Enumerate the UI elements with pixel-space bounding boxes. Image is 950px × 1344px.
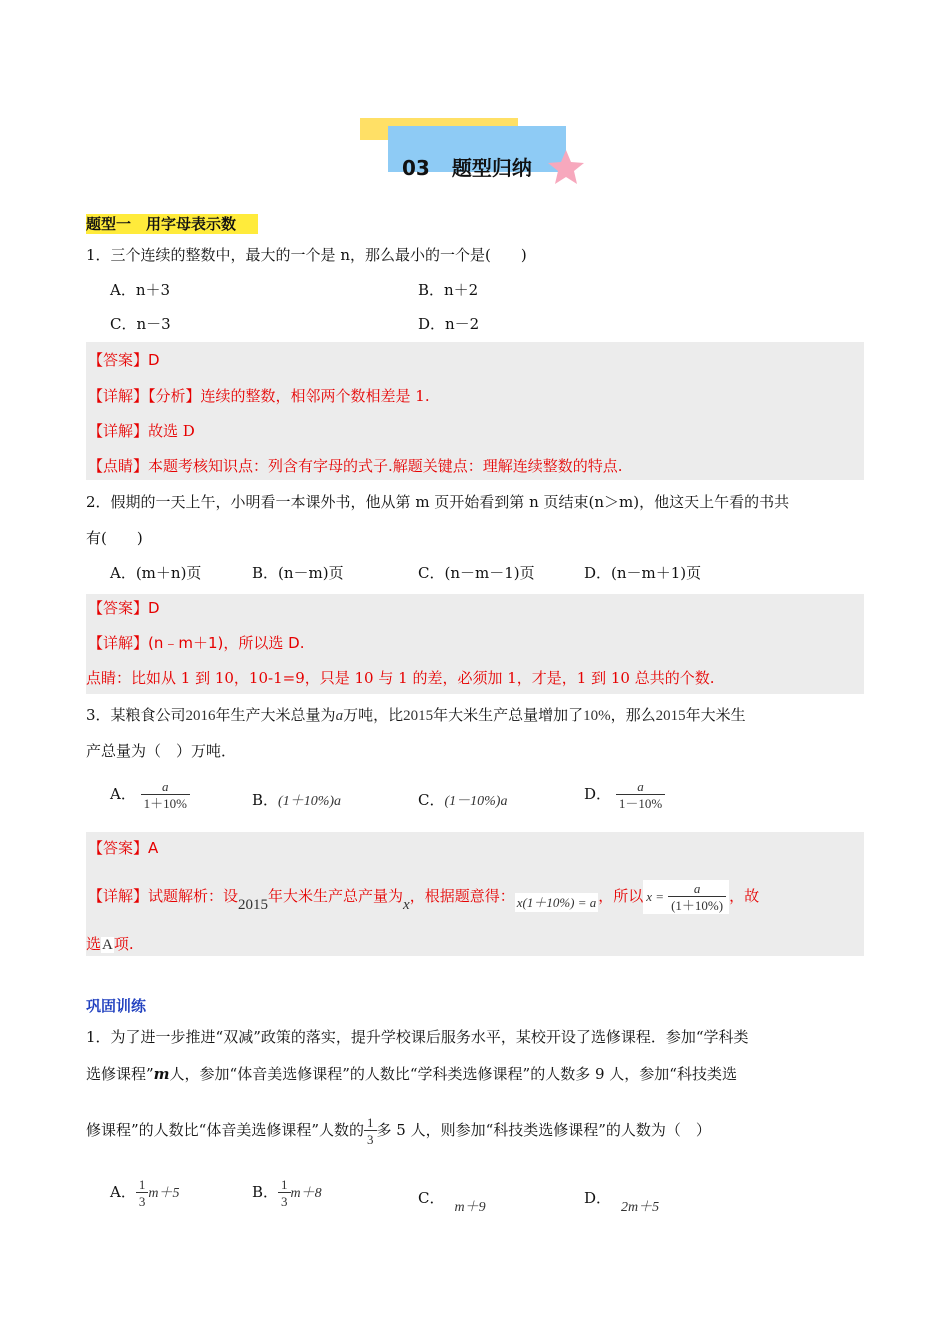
q1-option-a: A．n＋3 bbox=[110, 281, 171, 299]
q3-detail-frac-num: a bbox=[693, 881, 701, 896]
q3-detail-year: 2015 bbox=[238, 897, 269, 913]
s2-q1-line3-p2: 多 5 人，则参加“科技类选修课程”的人数为（ ） bbox=[376, 1121, 711, 1139]
q3-detail-line2-p2: 项. bbox=[113, 935, 134, 953]
q3-stem-p3: 万吨，比 bbox=[343, 706, 404, 724]
q3-detail-line2-p1: 选 bbox=[86, 935, 102, 953]
s2-q1-line2-p1: 选修课程” bbox=[86, 1065, 154, 1083]
q1-detail-2 bbox=[88, 421, 195, 441]
q3-stem-p1: 3．某粮食公司 bbox=[86, 706, 186, 724]
q3-option-a-label: A． bbox=[110, 785, 136, 803]
s2-q1-fraction bbox=[364, 1115, 377, 1147]
header-decoration bbox=[358, 116, 588, 188]
q3-option-a-fraction bbox=[141, 779, 190, 811]
q3-option-b-expr: (1＋10%)a bbox=[278, 794, 342, 809]
q2-point: 点睛：比如从 1 到 10，10-1=9，只是 10 与 1 的差，必须加 1，才是，1 到 10 总共的个数. bbox=[86, 669, 715, 687]
s2-option-c-label: C． bbox=[418, 1189, 445, 1207]
s2-option-b-fraction bbox=[278, 1177, 291, 1209]
q1-analysis-tag: 【分析】 bbox=[148, 387, 201, 405]
q3-var-a: a bbox=[335, 708, 344, 724]
q1-point-tag: 【点睛】 bbox=[88, 457, 149, 475]
q3-detail-equation: x(1＋10%) = a bbox=[516, 895, 597, 910]
s2-q1-line2 bbox=[86, 1064, 737, 1084]
s2-option-b bbox=[252, 1172, 322, 1214]
q1-point bbox=[88, 456, 623, 476]
s2-q1-line3 bbox=[86, 1110, 711, 1150]
q3-option-a-den: 1＋10% bbox=[141, 794, 190, 811]
s2-option-b-num: 1 bbox=[281, 1177, 288, 1192]
q3-option-d-den: 1－10% bbox=[616, 794, 665, 811]
q1-stem: 1．三个连续的整数中，最大的一个是 n，那么最小的一个是( ) bbox=[86, 246, 527, 264]
q3-stem-line1 bbox=[86, 705, 746, 726]
title-number: 03 bbox=[402, 156, 430, 180]
q3-year-2015b: 2015 bbox=[655, 708, 686, 724]
s2-option-a-den: 3 bbox=[136, 1192, 149, 1209]
q1-detail-2-tag: 【详解】 bbox=[88, 422, 149, 440]
q3-detail-p5: ，故 bbox=[729, 887, 760, 905]
section-label-2: 巩固训练 bbox=[86, 997, 147, 1015]
q3-stem-line2: 产总量为（ ）万吨． bbox=[86, 742, 237, 760]
s2-option-a-num: 1 bbox=[138, 1177, 146, 1192]
s2-option-a-label: A． bbox=[110, 1183, 136, 1201]
q2-option-a: A．(m＋n)页 bbox=[110, 564, 202, 582]
s2-q1-line3-p1: 修课程”的人数比“体音美选修课程”人数的 bbox=[86, 1121, 365, 1139]
q3-detail-option-a: A bbox=[102, 937, 113, 953]
q3-stem-p6: 年大米生 bbox=[685, 706, 746, 724]
star-icon bbox=[546, 148, 586, 186]
q2-detail bbox=[88, 633, 304, 653]
q3-option-a-num: a bbox=[162, 779, 169, 794]
q3-detail-line1 bbox=[88, 880, 759, 914]
q3-detail-p1: 试题解析：设 bbox=[148, 887, 239, 905]
q3-detail-p2: 年大米生产总产量为 bbox=[268, 887, 404, 905]
q1-point-text: 本题考核知识点：列含有字母的式子.解题关键点：理解连续整数的特点. bbox=[148, 457, 623, 475]
q1-option-c: C．n－3 bbox=[110, 315, 171, 333]
q3-detail-x: x bbox=[403, 897, 410, 913]
q3-option-d-num: a bbox=[637, 779, 644, 794]
section-label-1 bbox=[86, 214, 258, 234]
q3-detail-frac-den: (1＋10%) bbox=[668, 896, 726, 913]
q3-detail-x-eq: x = bbox=[646, 889, 665, 904]
s2-option-b-label: B． bbox=[252, 1183, 279, 1201]
q2-stem-line1: 2．假期的一天上午，小明看一本课外书，他从第 m 页开始看到第 n 页结束(n＞m)，他这天上午看的书共 bbox=[86, 493, 790, 511]
q2-option-c: C．(n－m－1)页 bbox=[418, 564, 535, 582]
q2-detail-text: (n﹣m＋1)，所以选 D. bbox=[148, 634, 305, 652]
s2-option-a-fraction bbox=[136, 1177, 149, 1209]
s2-option-c-expr: m＋9 bbox=[454, 1200, 486, 1215]
q3-detail-tag: 【详解】 bbox=[88, 887, 149, 905]
q3-option-d-fraction bbox=[616, 779, 665, 811]
q3-detail-p3: ，根据题意得： bbox=[409, 887, 515, 905]
s2-q1-var-m: m bbox=[153, 1065, 170, 1083]
q2-option-d: D．(n－m＋1)页 bbox=[584, 564, 702, 582]
s2-q1-frac-den: 3 bbox=[364, 1130, 377, 1147]
q3-detail-line2 bbox=[86, 934, 134, 955]
s2-option-a-tail: m＋5 bbox=[148, 1186, 180, 1201]
q1-option-b: B．n＋2 bbox=[418, 281, 479, 299]
q2-option-b: B．(n－m)页 bbox=[252, 564, 344, 582]
q3-detail-p4: ，所以 bbox=[598, 887, 644, 905]
s2-q1-line1: 1．为了进一步推进“双减”政策的落实，提升学校课后服务水平，某校开设了选修课程．参加“学科类 bbox=[86, 1028, 749, 1046]
s2-option-d-label: D． bbox=[584, 1189, 612, 1207]
page-title bbox=[402, 156, 532, 180]
q2-stem-line2: 有( ) bbox=[86, 529, 143, 547]
q1-detail-1-text: 连续的整数，相邻两个数相差是 1. bbox=[200, 387, 430, 405]
q3-option-b-label: B． bbox=[252, 791, 279, 809]
q3-option-b bbox=[252, 790, 341, 812]
q3-year-2016: 2016 bbox=[185, 708, 216, 724]
q3-detail-result bbox=[643, 880, 729, 914]
s2-option-b-tail: m＋8 bbox=[290, 1186, 322, 1201]
s2-option-a bbox=[110, 1172, 179, 1214]
q1-option-d: D．n－2 bbox=[418, 315, 480, 333]
q3-stem-p5: ，那么 bbox=[610, 706, 656, 724]
q3-detail-fraction bbox=[668, 881, 726, 913]
q1-detail-1-tag: 【详解】 bbox=[88, 387, 149, 405]
q3-option-c-expr: (1－10%)a bbox=[444, 794, 508, 809]
q3-option-d-label: D． bbox=[584, 785, 612, 803]
q3-stem-p4: 年大米生产总量增加了 bbox=[433, 706, 584, 724]
q3-year-2015a: 2015 bbox=[403, 708, 434, 724]
s2-option-b-den: 3 bbox=[278, 1192, 291, 1209]
q3-option-a bbox=[110, 776, 190, 812]
s2-q1-frac-num: 1 bbox=[367, 1115, 374, 1130]
q1-answer: 【答案】D bbox=[88, 351, 160, 369]
q2-answer: 【答案】D bbox=[88, 599, 160, 617]
q3-answer: 【答案】A bbox=[88, 839, 159, 857]
s2-option-c bbox=[418, 1188, 486, 1215]
q3-stem-p2: 年生产大米总量为 bbox=[215, 706, 336, 724]
section-label-1-text: 题型一 用字母表示数 bbox=[86, 215, 237, 233]
q3-option-c-label: C． bbox=[418, 791, 445, 809]
q3-percent: 10% bbox=[583, 708, 611, 724]
s2-q1-line2-p2: 人，参加“体音美选修课程”的人数比“学科类选修课程”的人数多 9 人，参加“科技类选 bbox=[169, 1065, 737, 1083]
q3-option-d bbox=[584, 776, 665, 812]
s2-option-d bbox=[584, 1188, 660, 1215]
title-text: 题型归纳 bbox=[451, 156, 532, 180]
s2-option-d-expr: 2m＋5 bbox=[621, 1200, 660, 1215]
q1-detail-1 bbox=[88, 386, 430, 406]
q3-option-c bbox=[418, 790, 507, 812]
q2-detail-tag: 【详解】 bbox=[88, 634, 149, 652]
q1-detail-2-text: 故选 D bbox=[148, 422, 195, 440]
